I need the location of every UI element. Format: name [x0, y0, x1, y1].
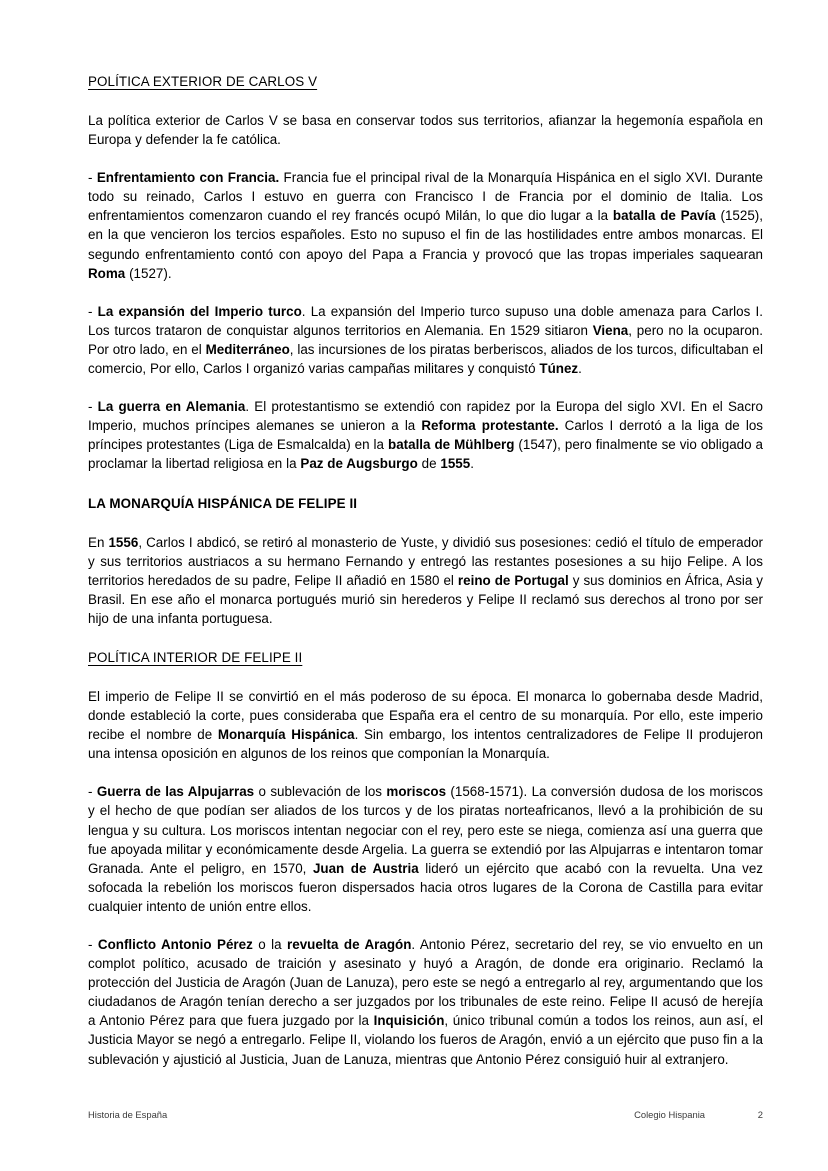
paragraph-enfrentamiento-francia: - Enfrentamiento con Francia. Francia fue el principal rival de la Monarquía Hispánica en el siglo XVI. Durante todo su reinado, Carlos I estuvo en guerra con Francisco I de Francia por el dominio de Italia. Los enfrentamientos comenzaron cuando el rey francés ocupó Milán, lo que dio lugar a la batalla de Pavía (1525), en la que vencieron los tercios españoles. Esto no supuso el fin de las hostilidades entre ambos monarcas. El segundo enfrentamiento contó con apoyo del Papa a Francia y provocó que las tropas imperiales saquearan Roma (1527).	[88, 170, 763, 281]
spacer	[88, 628, 763, 648]
section-heading-politica-exterior-carlos-v: POLÍTICA EXTERIOR DE CARLOS V	[88, 74, 318, 89]
document-body	[88, 72, 763, 1069]
spacer	[88, 763, 763, 782]
spacer	[88, 378, 763, 397]
paragraph-abdicacion-1556: En 1556, Carlos I abdicó, se retiró al monasterio de Yuste, y dividió sus posesiones: cedió el título de emperador y sus territorios austriacos a su hermano Fernando y entregó las restantes posesiones a su hijo Felipe. A los territorios heredados de su padre, Felipe II añadió en 1580 el reino de Portugal y sus dominios en África, Asia y Brasil. En ese año el monarca portugués murió sin herederos y Felipe II reclamó sus derechos al trono por ser hijo de una infanta portuguesa.	[88, 534, 764, 626]
spacer	[88, 667, 763, 687]
paragraph-expansion-imperio-turco: - La expansión del Imperio turco. La expansión del Imperio turco supuso una doble amenaza para Carlos I. Los turcos trataron de conquistar algunos territorios en Alemania. En 1529 sitiaron Viena, pero no la ocuparon. Por otro lado, en el Mediterráneo, las incursiones de los piratas berberiscos, aliados de los turcos, dificultaban el comercio, Por ello, Carlos I organizó varias campañas militares y conquistó Túnez.	[88, 303, 763, 377]
spacer	[88, 513, 763, 533]
paragraph-intro-carlos-v: La política exterior de Carlos V se basa en conservar todos sus territorios, afianzar la hegemonía española en Europa y defender la fe católica.	[88, 113, 763, 148]
footer-page-number: 2	[757, 1109, 763, 1120]
footer-organization: Colegio Hispania	[634, 1109, 705, 1120]
paragraph-guerra-alpujarras: - Guerra de las Alpujarras o sublevación de los moriscos (1568-1571). La conversión dudosa de los moriscos y el hecho de que podían ser aliados de los turcos y de los piratas norteafricanos, llevó a la prohibición de su lengua y su cultura. Los moriscos intentan negociar con el rey, pero este se niega, comienza así una guerra que fue apoyada militar y económicamente desde Argelia. La guerra se extendió por las Alpujarras e intentaron tomar Granada. Ante el peligro, en 1570, Juan de Austria lideró un ejército que acabó con la revuelta. Una vez sofocada la rebelión los moriscos fueron dispersados hacia otros lugares de la Corona de Castilla para evitar cualquier intento de unión entre ellos.	[88, 784, 764, 914]
section-heading-monarquia-hispanica-felipe-ii: LA MONARQUÍA HISPÁNICA DE FELIPE II	[88, 495, 358, 511]
footer-subject: Historia de España	[88, 1109, 168, 1120]
paragraph-guerra-alemania: - La guerra en Alemania. El protestantismo se extendió con rapidez por la Europa del siglo XVI. En el Sacro Imperio, muchos príncipes alemanes se unieron a la Reforma protestante. Carlos I derrotó a la liga de los príncipes protestantes (Liga de Esmalcalda) en la batalla de Mühlberg (1547), pero finalmente se vio obligado a proclamar la libertad religiosa en la Paz de Augsburgo de 1555.	[88, 399, 764, 472]
footer-right-group	[634, 1108, 763, 1121]
paragraph-imperio-felipe-ii: El imperio de Felipe II se convirtió en el más poderoso de su época. El monarca lo gobernaba desde Madrid, donde estableció la corte, pues consideraba que España era el centro de su monarquía. Por ello, este imperio recibe el nombre de Monarquía Hispánica. Sin embargo, los intentos centralizadores de Felipe II produjeron una intensa oposición en algunos de los reinos que componían la Monarquía.	[88, 688, 764, 762]
page-footer	[88, 1108, 763, 1121]
paragraph-conflicto-antonio-perez: - Conflicto Antonio Pérez o la revuelta de Aragón. Antonio Pérez, secretario del rey, se vio envuelto en un complot político, acusado de traición y asesinato y huyó a Aragón, de donde era originario. Reclamó la protección del Justicia de Aragón (Juan de Lanuza), pero este se negó a entregarlo al rey, argumentando que los ciudadanos de Aragón tenían derecho a ser juzgados por los tribunales de este reino. Felipe II acusó de herejía a Antonio Pérez para que fuera juzgado por la Inquisición, único tribunal común a todos los reinos, aun así, el Justicia Mayor se negó a entregarlo. Felipe II, violando los fueros de Aragón, envió a un ejército que puso fin a la sublevación y ajustició al Justicia, Juan de Lanuza, mientras que Antonio Pérez consiguió huir al extranjero.	[88, 937, 764, 1067]
spacer	[88, 149, 763, 168]
spacer	[88, 283, 763, 302]
spacer	[88, 916, 763, 935]
spacer	[88, 91, 763, 111]
spacer	[88, 474, 763, 494]
section-heading-politica-interior-felipe-ii: POLÍTICA INTERIOR DE FELIPE II	[88, 649, 303, 665]
